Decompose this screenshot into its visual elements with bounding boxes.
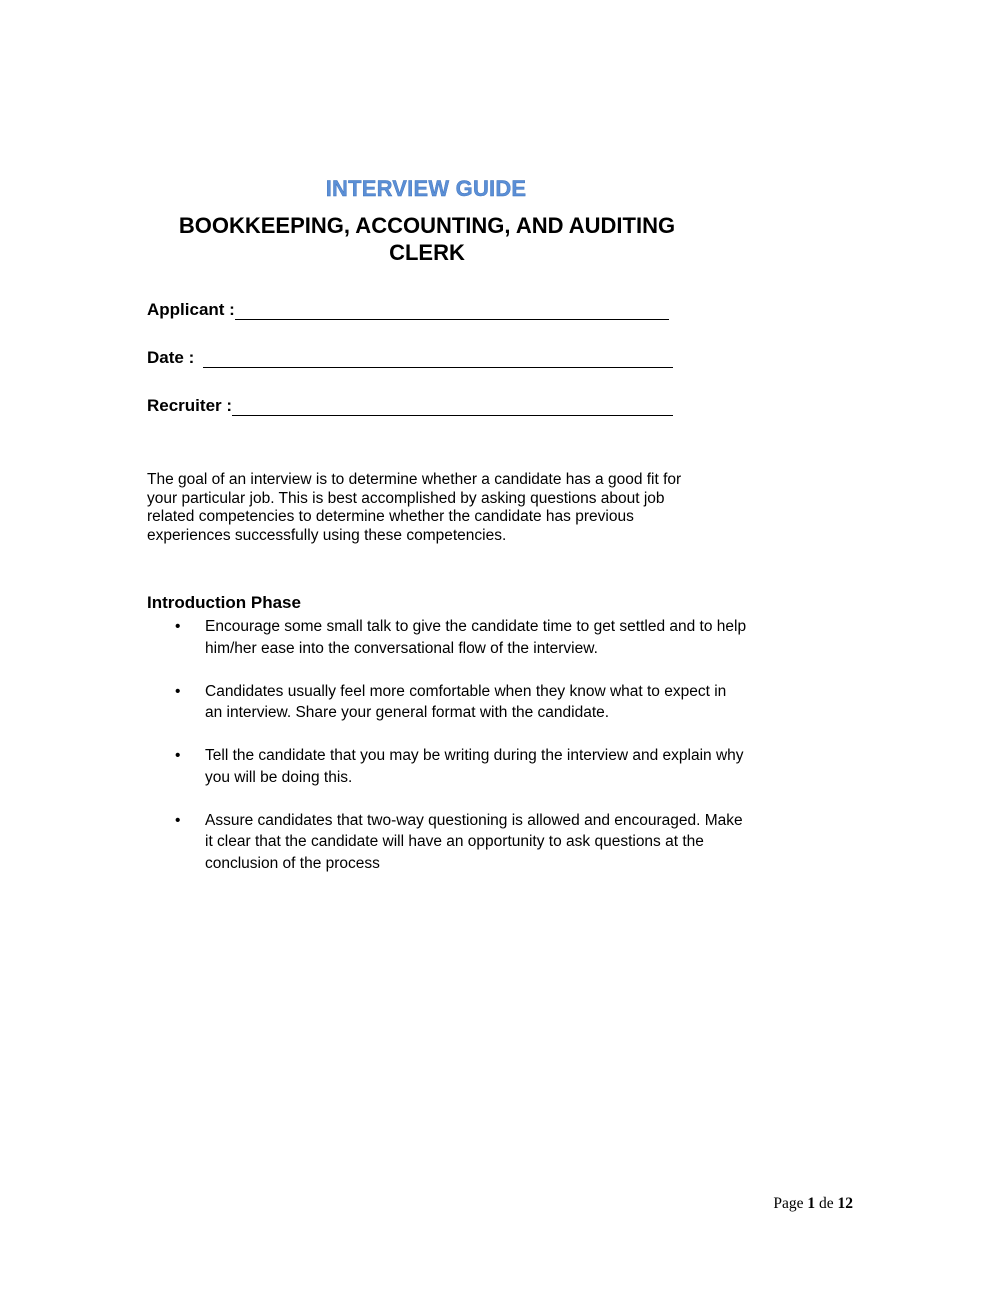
bullet-icon: •: [175, 811, 181, 829]
list-item: [147, 810, 747, 875]
list-item-text: Encourage some small talk to give the candidate time to get settled and to help him/her ease into the conversational flow of the interview.: [205, 618, 747, 657]
guide-title: INTERVIEW GUIDE: [325, 176, 527, 201]
list-item-text: Assure candidates that two-way questioning is allowed and encouraged. Make it clear that the candidate will have an opportunity to ask questions at the conclusion of the process: [205, 811, 743, 872]
applicant-blank-line[interactable]: [235, 301, 669, 320]
bullet-icon: •: [175, 618, 181, 635]
section-heading: Introduction Phase: [147, 593, 301, 612]
applicant-label: Applicant :: [147, 300, 235, 319]
list-item-text: Candidates usually feel more comfortable when they know what to expect in an interview. Share your general format with the candidate.: [205, 682, 727, 721]
total-pages: 12: [837, 1195, 853, 1212]
of-word: de: [818, 1195, 834, 1212]
bullet-icon: •: [175, 747, 181, 764]
bullet-list: [147, 616, 747, 896]
recruiter-blank-line[interactable]: [232, 397, 673, 416]
applicant-field: [147, 300, 669, 320]
recruiter-field: [147, 396, 673, 416]
list-item-text: Tell the candidate that you may be writing during the interview and explain why you will be doing this.: [205, 747, 744, 786]
date-field: [147, 348, 673, 368]
intro-paragraph: The goal of an interview is to determine whether a candidate has a good fit for your particular job. This is best accomplished by asking questions about job related competencies to determine whether the candidate has previous experiences successfully using these competencies.: [147, 471, 682, 544]
list-item: [147, 616, 747, 659]
job-title: BOOKKEEPING, ACCOUNTING, AND AUDITING CLERK: [178, 213, 676, 265]
current-page: 1: [807, 1195, 816, 1212]
list-item: [147, 681, 747, 724]
page-number-footer: [773, 1195, 853, 1213]
list-item: [147, 745, 747, 788]
bullet-icon: •: [175, 682, 181, 700]
page-word: Page: [773, 1195, 804, 1212]
recruiter-label: Recruiter :: [147, 396, 233, 415]
date-label: Date :: [147, 348, 195, 367]
date-blank-line[interactable]: [203, 349, 673, 368]
